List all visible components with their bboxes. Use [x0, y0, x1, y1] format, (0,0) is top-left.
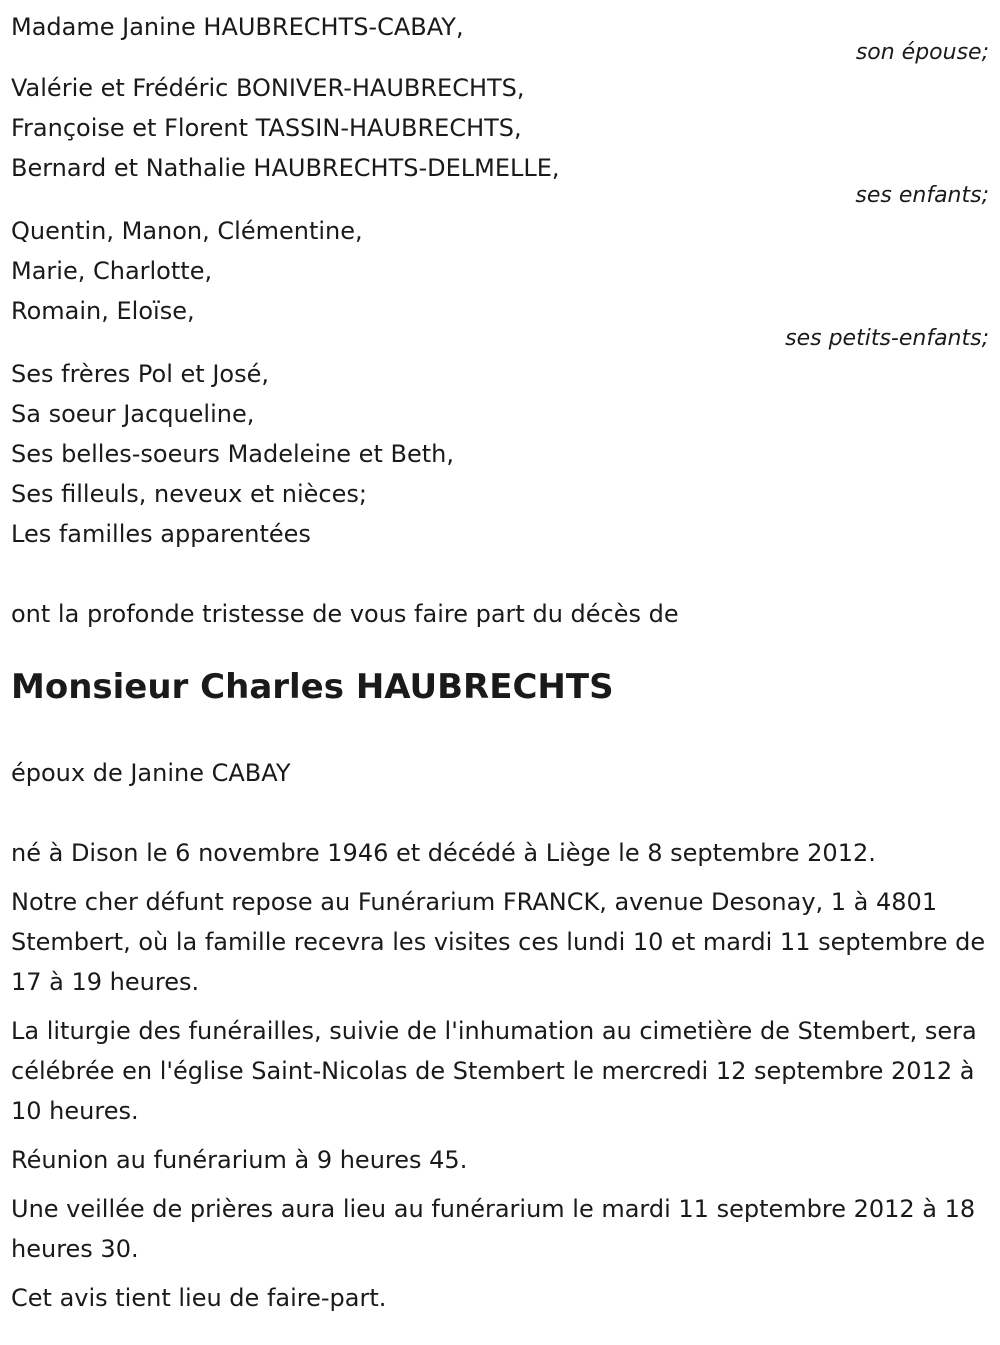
- vigil-paragraph: Une veillée de prières aura lieu au funérarium le mardi 11 septembre 2012 à 18 heures 30.: [11, 1195, 976, 1263]
- visitation-paragraph: Notre cher défunt repose au Funérarium FRANCK, avenue Desonay, 1 à 4801 Stembert, où la famille recevra les visites ces lundi 10 et mardi 11 septembre de 17 à 19 heures.: [11, 888, 986, 996]
- child-name: Valérie et Frédéric BONIVER-HAUBRECHTS,: [11, 74, 525, 102]
- grandchild-names: Romain, Eloïse,: [11, 297, 195, 325]
- relatives-group: [11, 354, 991, 554]
- relative-line: Ses filleuls, neveux et nièces;: [11, 480, 367, 508]
- children-role: ses enfants;: [855, 183, 989, 208]
- relative-line: Les familles apparentées: [11, 520, 311, 548]
- child-name: Bernard et Nathalie HAUBRECHTS-DELMELLE,: [11, 154, 560, 182]
- announcement-text: ont la profonde tristesse de vous faire part du décès de: [11, 600, 679, 628]
- deceased-name: Monsieur Charles HAUBRECHTS: [11, 667, 614, 707]
- closing-paragraph: Cet avis tient lieu de faire-part.: [11, 1284, 387, 1312]
- grandchild-names: Quentin, Manon, Clémentine,: [11, 217, 363, 245]
- relative-line: Ses belles-soeurs Madeleine et Beth,: [11, 440, 454, 468]
- grandchildren-role: ses petits-enfants;: [785, 326, 989, 351]
- relative-line: Sa soeur Jacqueline,: [11, 400, 255, 428]
- children-group: [11, 68, 991, 208]
- meeting-paragraph: Réunion au funérarium à 9 heures 45.: [11, 1146, 468, 1174]
- deceased-spouse-line: époux de Janine CABAY: [11, 759, 291, 787]
- birth-death-line: né à Dison le 6 novembre 1946 et décédé à Liège le 8 septembre 2012.: [11, 839, 876, 867]
- child-name: Françoise et Florent TASSIN-HAUBRECHTS,: [11, 114, 522, 142]
- spouse-name: Madame Janine HAUBRECHTS-CABAY,: [11, 13, 464, 41]
- grandchild-names: Marie, Charlotte,: [11, 257, 213, 285]
- liturgy-paragraph: La liturgie des funérailles, suivie de l'inhumation au cimetière de Stembert, sera célébrée en l'église Saint-Nicolas de Stembert le mercredi 12 septembre 2012 à 10 heures.: [11, 1017, 977, 1125]
- spouse-role: son épouse;: [855, 40, 989, 65]
- grandchildren-group: [11, 211, 991, 351]
- relative-line: Ses frères Pol et José,: [11, 360, 269, 388]
- obituary-notice: [11, 0, 991, 1318]
- spouse-group: [11, 0, 991, 65]
